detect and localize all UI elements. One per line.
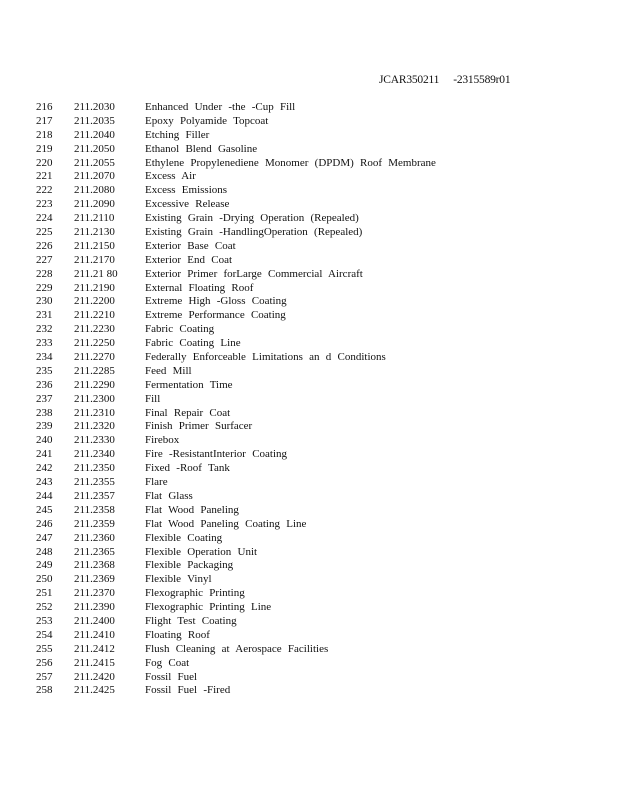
- defined-term: Flush Cleaning at Aerospace Facilities: [145, 642, 329, 655]
- section-number: 211.2300: [74, 392, 115, 405]
- list-item: [36, 448, 596, 462]
- section-number: 211.2130: [74, 226, 115, 239]
- defined-term: Exterior End Coat: [145, 253, 233, 266]
- row-number: 245: [36, 503, 53, 516]
- row-number: 232: [36, 323, 53, 336]
- section-number: 211.2055: [74, 156, 115, 169]
- list-item: [36, 157, 596, 171]
- row-number: 255: [36, 642, 53, 655]
- defined-term: Flexible Vinyl: [145, 573, 212, 586]
- row-number: 227: [36, 253, 53, 266]
- row-number: 243: [36, 476, 53, 489]
- defined-term: Existing Grain -Drying Operation (Repealed): [145, 212, 359, 225]
- list-item: [36, 559, 596, 573]
- row-number: 228: [36, 267, 53, 280]
- row-number: 254: [36, 628, 53, 641]
- list-item: [36, 420, 596, 434]
- list-item: [36, 323, 596, 337]
- defined-term: Epoxy Polyamide Topcoat: [145, 114, 269, 127]
- defined-term: Enhanced Under -the -Cup Fill: [145, 101, 296, 113]
- section-number: 211.2230: [74, 323, 115, 336]
- section-number: 211.2360: [74, 531, 115, 544]
- row-number: 234: [36, 351, 53, 364]
- list-item: [36, 518, 596, 532]
- section-number: 211.2357: [74, 489, 115, 502]
- section-number: 211.2090: [74, 198, 115, 211]
- defined-term: External Floating Roof: [145, 281, 254, 294]
- section-number: 211.2330: [74, 434, 115, 447]
- list-item: [36, 268, 596, 282]
- row-number: 223: [36, 198, 53, 211]
- list-item: [36, 476, 596, 490]
- row-number: 236: [36, 378, 53, 391]
- list-item: [36, 295, 596, 309]
- defined-term: Feed Mill: [145, 364, 192, 377]
- section-number: 211.2190: [74, 281, 115, 294]
- section-number: 211.2390: [74, 601, 115, 614]
- section-number: 211.2285: [74, 364, 115, 377]
- row-number: 230: [36, 295, 53, 308]
- defined-term: Flexible Operation Unit: [145, 545, 258, 558]
- section-number: 211.2415: [74, 656, 115, 669]
- section-number: 211.2290: [74, 378, 115, 391]
- section-number: 211.2358: [74, 503, 115, 516]
- list-item: [36, 309, 596, 323]
- list-item: [36, 504, 596, 518]
- section-number: 211.2030: [74, 101, 115, 113]
- list-item: [36, 337, 596, 351]
- list-item: [36, 393, 596, 407]
- section-number: 211.2040: [74, 128, 115, 141]
- list-item: [36, 351, 596, 365]
- list-item: [36, 240, 596, 254]
- list-item: [36, 601, 596, 615]
- list-item: [36, 643, 596, 657]
- defined-term: Ethanol Blend Gasoline: [145, 142, 258, 155]
- row-number: 240: [36, 434, 53, 447]
- row-number: 239: [36, 420, 53, 433]
- row-number: 249: [36, 559, 53, 572]
- section-number: 211.2368: [74, 559, 115, 572]
- defined-term: Fossil Fuel -Fired: [145, 684, 231, 697]
- row-number: 237: [36, 392, 53, 405]
- section-number: 211.2050: [74, 142, 115, 155]
- list-item: [36, 198, 596, 212]
- document-code: -2315589r01: [453, 74, 511, 86]
- list-item: [36, 407, 596, 421]
- section-listing: [36, 101, 596, 698]
- row-number: 256: [36, 656, 53, 669]
- row-number: 248: [36, 545, 53, 558]
- section-number: 211.2350: [74, 462, 115, 475]
- section-number: 211.2080: [74, 184, 115, 197]
- row-number: 252: [36, 601, 53, 614]
- row-number: 257: [36, 670, 53, 683]
- defined-term: Etching Filler: [145, 128, 210, 141]
- section-number: 211.2410: [74, 628, 115, 641]
- row-number: 216: [36, 101, 53, 113]
- row-number: 247: [36, 531, 53, 544]
- row-number: 224: [36, 212, 53, 225]
- section-number: 211.2035: [74, 114, 115, 127]
- row-number: 229: [36, 281, 53, 294]
- row-number: 238: [36, 406, 53, 419]
- list-item: [36, 184, 596, 198]
- section-number: 211.2400: [74, 614, 115, 627]
- section-number: 211.2070: [74, 170, 115, 183]
- defined-term: Fire -ResistantInterior Coating: [145, 448, 288, 461]
- row-number: 226: [36, 239, 53, 252]
- list-item: [36, 101, 596, 115]
- list-item: [36, 129, 596, 143]
- section-number: 211.2150: [74, 239, 115, 252]
- row-number: 246: [36, 517, 53, 530]
- list-item: [36, 434, 596, 448]
- row-number: 250: [36, 573, 53, 586]
- defined-term: Flexible Packaging: [145, 559, 234, 572]
- section-number: 211.21 80: [74, 267, 118, 280]
- section-number: 211.2270: [74, 351, 115, 364]
- defined-term: Flare: [145, 476, 168, 489]
- section-number: 211.2210: [74, 309, 115, 322]
- row-number: 251: [36, 587, 53, 600]
- row-number: 219: [36, 142, 53, 155]
- defined-term: Flat Wood Paneling: [145, 503, 239, 516]
- document-header: [379, 74, 510, 86]
- section-number: 211.2170: [74, 253, 115, 266]
- defined-term: Final Repair Coat: [145, 406, 231, 419]
- list-item: [36, 282, 596, 296]
- section-number: 211.2340: [74, 448, 115, 461]
- section-number: 211.2365: [74, 545, 115, 558]
- list-item: [36, 170, 596, 184]
- defined-term: Flat Glass: [145, 489, 193, 502]
- defined-term: Excessive Release: [145, 198, 230, 211]
- row-number: 225: [36, 226, 53, 239]
- defined-term: Fill: [145, 392, 161, 405]
- list-item: [36, 657, 596, 671]
- section-number: 211.2250: [74, 337, 115, 350]
- row-number: 217: [36, 114, 53, 127]
- list-item: [36, 684, 596, 698]
- list-item: [36, 532, 596, 546]
- defined-term: Finish Primer Surfacer: [145, 420, 253, 433]
- row-number: 241: [36, 448, 53, 461]
- section-number: 211.2370: [74, 587, 115, 600]
- defined-term: Excess Air: [145, 170, 196, 183]
- section-number: 211.2110: [74, 212, 115, 225]
- row-number: 242: [36, 462, 53, 475]
- section-number: 211.2359: [74, 517, 115, 530]
- defined-term: Flight Test Coating: [145, 614, 237, 627]
- row-number: 221: [36, 170, 53, 183]
- list-item: [36, 115, 596, 129]
- defined-term: Existing Grain -HandlingOperation (Repealed): [145, 226, 363, 239]
- list-item: [36, 490, 596, 504]
- list-item: [36, 226, 596, 240]
- list-item: [36, 546, 596, 560]
- row-number: 253: [36, 614, 53, 627]
- row-number: 258: [36, 684, 53, 697]
- list-item: [36, 365, 596, 379]
- defined-term: Excess Emissions: [145, 184, 228, 197]
- defined-term: Firebox: [145, 434, 180, 447]
- row-number: 218: [36, 128, 53, 141]
- defined-term: Flat Wood Paneling Coating Line: [145, 517, 307, 530]
- defined-term: Extreme Performance Coating: [145, 309, 286, 322]
- list-item: [36, 615, 596, 629]
- row-number: 244: [36, 489, 53, 502]
- row-number: 231: [36, 309, 53, 322]
- list-item: [36, 671, 596, 685]
- defined-term: Flexographic Printing: [145, 587, 245, 600]
- list-item: [36, 212, 596, 226]
- list-item: [36, 379, 596, 393]
- section-number: 211.2310: [74, 406, 115, 419]
- row-number: 220: [36, 156, 53, 169]
- defined-term: Fermentation Time: [145, 378, 233, 391]
- defined-term: Exterior Primer forLarge Commercial Aircraft: [145, 267, 363, 280]
- defined-term: Flexible Coating: [145, 531, 223, 544]
- defined-term: Fog Coat: [145, 656, 190, 669]
- section-number: 211.2200: [74, 295, 115, 308]
- document-id: JCAR350211: [379, 74, 440, 86]
- defined-term: Fabric Coating: [145, 323, 215, 336]
- defined-term: Fabric Coating Line: [145, 337, 241, 350]
- defined-term: Flexographic Printing Line: [145, 601, 272, 614]
- row-number: 235: [36, 364, 53, 377]
- list-item: [36, 629, 596, 643]
- defined-term: Exterior Base Coat: [145, 239, 236, 252]
- section-number: 211.2412: [74, 642, 115, 655]
- list-item: [36, 143, 596, 157]
- row-number: 222: [36, 184, 53, 197]
- section-number: 211.2355: [74, 476, 115, 489]
- list-item: [36, 254, 596, 268]
- defined-term: Extreme High -Gloss Coating: [145, 295, 287, 308]
- defined-term: Floating Roof: [145, 628, 210, 641]
- defined-term: Fixed -Roof Tank: [145, 462, 230, 475]
- defined-term: Fossil Fuel: [145, 670, 198, 683]
- defined-term: Federally Enforceable Limitations an d Conditions: [145, 351, 386, 364]
- defined-term: Ethylene Propylenediene Monomer (DPDM) Roof Membrane: [145, 156, 436, 169]
- section-number: 211.2369: [74, 573, 115, 586]
- section-number: 211.2320: [74, 420, 115, 433]
- list-item: [36, 573, 596, 587]
- section-number: 211.2420: [74, 670, 115, 683]
- row-number: 233: [36, 337, 53, 350]
- section-number: 211.2425: [74, 684, 115, 697]
- list-item: [36, 462, 596, 476]
- list-item: [36, 587, 596, 601]
